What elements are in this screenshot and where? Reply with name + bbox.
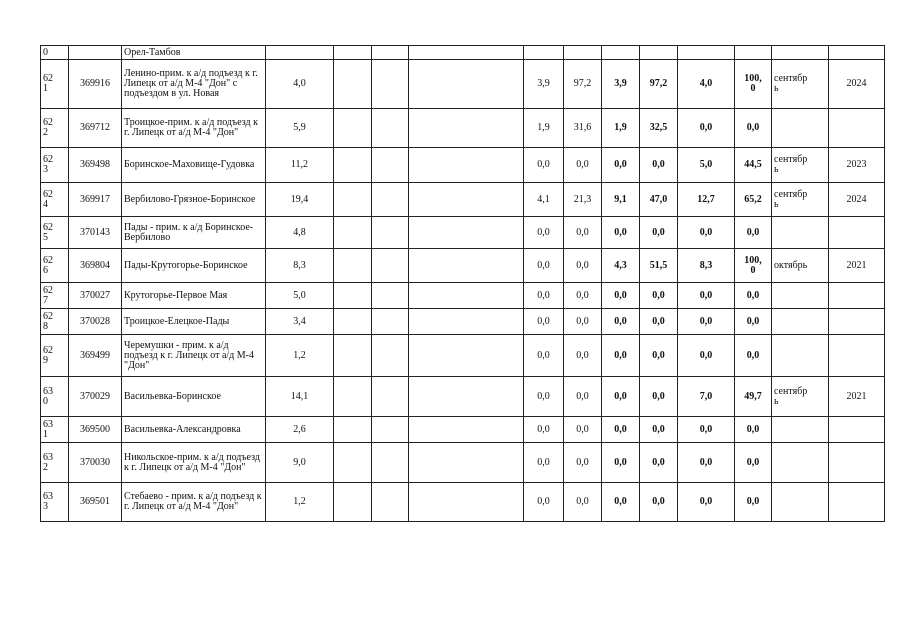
road-code-cell: 369500 xyxy=(69,417,122,443)
value-cell: 31,6 xyxy=(564,109,602,148)
empty-cell xyxy=(334,443,372,483)
road-code-cell: 369917 xyxy=(69,183,122,217)
value-cell: 0,0 xyxy=(602,483,640,522)
empty-cell xyxy=(409,483,524,522)
month-cell xyxy=(772,483,829,522)
value-cell: 0,0 xyxy=(524,335,564,377)
month-cell: сентябр ь xyxy=(772,60,829,109)
road-code-cell: 369498 xyxy=(69,148,122,183)
value-cell: 0,0 xyxy=(524,249,564,283)
road-code-cell: 369499 xyxy=(69,335,122,377)
length-cell: 9,0 xyxy=(266,443,334,483)
year-cell xyxy=(829,483,885,522)
table-row xyxy=(41,309,885,335)
empty-cell xyxy=(372,217,409,249)
value-cell: 0,0 xyxy=(735,309,772,335)
value-cell: 0,0 xyxy=(602,335,640,377)
table-row xyxy=(41,417,885,443)
value-cell: 0,0 xyxy=(602,148,640,183)
value-cell: 4,0 xyxy=(678,60,735,109)
value-cell: 0,0 xyxy=(524,309,564,335)
length-cell: 4,8 xyxy=(266,217,334,249)
table-row xyxy=(41,109,885,148)
value-cell: 0,0 xyxy=(602,217,640,249)
empty-cell xyxy=(334,483,372,522)
value-cell: 0,0 xyxy=(564,417,602,443)
value-cell: 0,0 xyxy=(678,283,735,309)
table-row xyxy=(41,217,885,249)
value-cell: 21,3 xyxy=(564,183,602,217)
empty-cell xyxy=(334,249,372,283)
road-code-cell: 369804 xyxy=(69,249,122,283)
value-cell: 0,0 xyxy=(735,335,772,377)
value-cell: 51,5 xyxy=(640,249,678,283)
value-cell: 0,0 xyxy=(602,377,640,417)
row-number-cell: 63 0 xyxy=(41,377,69,417)
value-cell: 49,7 xyxy=(735,377,772,417)
year-cell xyxy=(829,417,885,443)
length-cell: 5,0 xyxy=(266,283,334,309)
value-cell: 0,0 xyxy=(678,309,735,335)
empty-cell xyxy=(372,377,409,417)
table-body xyxy=(41,46,885,522)
table-row xyxy=(41,377,885,417)
month-cell xyxy=(772,417,829,443)
value-cell: 0,0 xyxy=(678,483,735,522)
year-cell: 2024 xyxy=(829,60,885,109)
length-cell: 1,2 xyxy=(266,483,334,522)
month-cell xyxy=(772,443,829,483)
value-cell: 97,2 xyxy=(564,60,602,109)
value-cell: 65,2 xyxy=(735,183,772,217)
value-cell xyxy=(564,46,602,60)
row-number-cell: 0 xyxy=(41,46,69,60)
value-cell: 0,0 xyxy=(640,283,678,309)
empty-cell xyxy=(334,109,372,148)
value-cell: 0,0 xyxy=(640,309,678,335)
road-name-cell: Вербилово-Грязное-Боринское xyxy=(122,183,266,217)
empty-cell xyxy=(334,46,372,60)
month-cell xyxy=(772,217,829,249)
length-cell: 8,3 xyxy=(266,249,334,283)
value-cell: 32,5 xyxy=(640,109,678,148)
month-cell xyxy=(772,309,829,335)
value-cell: 0,0 xyxy=(640,217,678,249)
year-cell: 2023 xyxy=(829,148,885,183)
value-cell: 0,0 xyxy=(602,283,640,309)
value-cell: 0,0 xyxy=(564,443,602,483)
empty-cell xyxy=(409,335,524,377)
empty-cell xyxy=(372,183,409,217)
value-cell: 8,3 xyxy=(678,249,735,283)
row-number-cell: 62 5 xyxy=(41,217,69,249)
empty-cell xyxy=(372,249,409,283)
row-number-cell: 62 3 xyxy=(41,148,69,183)
value-cell: 9,1 xyxy=(602,183,640,217)
empty-cell xyxy=(409,60,524,109)
roads-table xyxy=(40,45,885,522)
year-cell xyxy=(829,109,885,148)
road-name-cell: Васильевка-Боринское xyxy=(122,377,266,417)
road-name-cell: Орел-Тамбов xyxy=(122,46,266,60)
road-code-cell: 370030 xyxy=(69,443,122,483)
value-cell: 0,0 xyxy=(524,443,564,483)
table-row xyxy=(41,183,885,217)
road-code-cell: 370029 xyxy=(69,377,122,417)
table-row xyxy=(41,483,885,522)
year-cell: 2021 xyxy=(829,377,885,417)
value-cell: 12,7 xyxy=(678,183,735,217)
empty-cell xyxy=(334,148,372,183)
value-cell: 0,0 xyxy=(602,417,640,443)
empty-cell xyxy=(409,249,524,283)
empty-cell xyxy=(334,60,372,109)
empty-cell xyxy=(372,417,409,443)
value-cell: 0,0 xyxy=(640,443,678,483)
empty-cell xyxy=(372,483,409,522)
empty-cell xyxy=(409,417,524,443)
empty-cell xyxy=(334,217,372,249)
empty-cell xyxy=(409,109,524,148)
value-cell xyxy=(602,46,640,60)
row-number-cell: 63 3 xyxy=(41,483,69,522)
value-cell xyxy=(640,46,678,60)
value-cell: 0,0 xyxy=(640,483,678,522)
empty-cell xyxy=(334,377,372,417)
value-cell: 0,0 xyxy=(678,335,735,377)
value-cell: 0,0 xyxy=(564,283,602,309)
empty-cell xyxy=(334,283,372,309)
value-cell: 0,0 xyxy=(735,443,772,483)
empty-cell xyxy=(334,417,372,443)
value-cell xyxy=(735,46,772,60)
value-cell: 0,0 xyxy=(735,483,772,522)
value-cell: 0,0 xyxy=(640,417,678,443)
value-cell: 0,0 xyxy=(678,109,735,148)
month-cell: октябрь xyxy=(772,249,829,283)
year-cell: 2021 xyxy=(829,249,885,283)
road-name-cell: Пады - прим. к а/д Боринское-Вербилово xyxy=(122,217,266,249)
row-number-cell: 63 1 xyxy=(41,417,69,443)
empty-cell xyxy=(334,335,372,377)
value-cell: 100, 0 xyxy=(735,249,772,283)
table-row xyxy=(41,60,885,109)
value-cell: 0,0 xyxy=(602,443,640,483)
road-code-cell: 369712 xyxy=(69,109,122,148)
value-cell: 3,9 xyxy=(524,60,564,109)
empty-cell xyxy=(409,377,524,417)
value-cell xyxy=(678,46,735,60)
row-number-cell: 62 1 xyxy=(41,60,69,109)
road-code-cell xyxy=(69,46,122,60)
month-cell xyxy=(772,335,829,377)
table-row xyxy=(41,249,885,283)
year-cell xyxy=(829,217,885,249)
empty-cell xyxy=(409,217,524,249)
value-cell: 0,0 xyxy=(640,148,678,183)
year-cell xyxy=(829,309,885,335)
road-code-cell: 369501 xyxy=(69,483,122,522)
table-row xyxy=(41,335,885,377)
value-cell: 0,0 xyxy=(678,443,735,483)
value-cell: 0,0 xyxy=(678,217,735,249)
table-row xyxy=(41,283,885,309)
value-cell: 0,0 xyxy=(524,217,564,249)
empty-cell xyxy=(372,283,409,309)
row-number-cell: 62 7 xyxy=(41,283,69,309)
road-name-cell: Крутогорье-Первое Мая xyxy=(122,283,266,309)
month-cell xyxy=(772,109,829,148)
row-number-cell: 62 9 xyxy=(41,335,69,377)
empty-cell xyxy=(409,148,524,183)
value-cell: 47,0 xyxy=(640,183,678,217)
value-cell: 0,0 xyxy=(524,283,564,309)
value-cell xyxy=(524,46,564,60)
empty-cell xyxy=(372,109,409,148)
length-cell: 3,4 xyxy=(266,309,334,335)
empty-cell xyxy=(372,46,409,60)
empty-cell xyxy=(372,335,409,377)
value-cell: 0,0 xyxy=(640,335,678,377)
road-code-cell: 370027 xyxy=(69,283,122,309)
value-cell: 0,0 xyxy=(564,148,602,183)
road-code-cell: 370028 xyxy=(69,309,122,335)
empty-cell xyxy=(409,309,524,335)
table-row xyxy=(41,148,885,183)
month-cell: сентябр ь xyxy=(772,183,829,217)
empty-cell xyxy=(334,309,372,335)
value-cell: 0,0 xyxy=(564,335,602,377)
value-cell: 1,9 xyxy=(602,109,640,148)
year-cell: 2024 xyxy=(829,183,885,217)
empty-cell xyxy=(409,183,524,217)
value-cell: 44,5 xyxy=(735,148,772,183)
row-number-cell: 62 4 xyxy=(41,183,69,217)
road-name-cell: Никольское-прим. к а/д подъезд к г. Липецк от а/д М-4 "Дон" xyxy=(122,443,266,483)
value-cell: 0,0 xyxy=(602,309,640,335)
value-cell: 0,0 xyxy=(735,109,772,148)
length-cell: 2,6 xyxy=(266,417,334,443)
length-cell: 14,1 xyxy=(266,377,334,417)
value-cell: 0,0 xyxy=(735,283,772,309)
value-cell: 3,9 xyxy=(602,60,640,109)
row-number-cell: 62 8 xyxy=(41,309,69,335)
empty-cell xyxy=(409,443,524,483)
value-cell: 5,0 xyxy=(678,148,735,183)
value-cell: 0,0 xyxy=(564,309,602,335)
empty-cell xyxy=(334,183,372,217)
road-name-cell: Стебаево - прим. к а/д подъезд к г. Липецк от а/д М-4 "Дон" xyxy=(122,483,266,522)
table-row xyxy=(41,46,885,60)
empty-cell xyxy=(409,283,524,309)
value-cell: 0,0 xyxy=(640,377,678,417)
length-cell: 4,0 xyxy=(266,60,334,109)
road-name-cell: Черемушки - прим. к а/д подъезд к г. Липецк от а/д М-4 "Дон" xyxy=(122,335,266,377)
month-cell: сентябр ь xyxy=(772,377,829,417)
value-cell: 100, 0 xyxy=(735,60,772,109)
length-cell: 19,4 xyxy=(266,183,334,217)
value-cell: 7,0 xyxy=(678,377,735,417)
road-name-cell: Ленино-прим. к а/д подъезд к г. Липецк от а/д М-4 "Дон" с подъездом в ул. Новая xyxy=(122,60,266,109)
value-cell: 0,0 xyxy=(564,217,602,249)
value-cell: 0,0 xyxy=(524,148,564,183)
month-cell xyxy=(772,283,829,309)
value-cell: 0,0 xyxy=(564,249,602,283)
year-cell xyxy=(829,46,885,60)
value-cell: 4,1 xyxy=(524,183,564,217)
road-name-cell: Троицкое-Елецкое-Пады xyxy=(122,309,266,335)
value-cell: 4,3 xyxy=(602,249,640,283)
value-cell: 0,0 xyxy=(678,417,735,443)
row-number-cell: 62 6 xyxy=(41,249,69,283)
value-cell: 0,0 xyxy=(564,377,602,417)
year-cell xyxy=(829,283,885,309)
value-cell: 0,0 xyxy=(524,377,564,417)
value-cell: 97,2 xyxy=(640,60,678,109)
road-code-cell: 370143 xyxy=(69,217,122,249)
empty-cell xyxy=(372,309,409,335)
road-name-cell: Боринское-Маховище-Гудовка xyxy=(122,148,266,183)
length-cell xyxy=(266,46,334,60)
empty-cell xyxy=(409,46,524,60)
length-cell: 11,2 xyxy=(266,148,334,183)
road-name-cell: Пады-Крутогорье-Боринское xyxy=(122,249,266,283)
year-cell xyxy=(829,335,885,377)
value-cell: 0,0 xyxy=(564,483,602,522)
month-cell xyxy=(772,46,829,60)
month-cell: сентябр ь xyxy=(772,148,829,183)
row-number-cell: 62 2 xyxy=(41,109,69,148)
empty-cell xyxy=(372,443,409,483)
road-name-cell: Троицкое-прим. к а/д подъезд к г. Липецк от а/д М-4 "Дон" xyxy=(122,109,266,148)
year-cell xyxy=(829,443,885,483)
value-cell: 0,0 xyxy=(524,483,564,522)
empty-cell xyxy=(372,60,409,109)
length-cell: 1,2 xyxy=(266,335,334,377)
value-cell: 0,0 xyxy=(735,217,772,249)
value-cell: 1,9 xyxy=(524,109,564,148)
table-row xyxy=(41,443,885,483)
row-number-cell: 63 2 xyxy=(41,443,69,483)
road-code-cell: 369916 xyxy=(69,60,122,109)
empty-cell xyxy=(372,148,409,183)
road-name-cell: Васильевка-Александровка xyxy=(122,417,266,443)
length-cell: 5,9 xyxy=(266,109,334,148)
value-cell: 0,0 xyxy=(735,417,772,443)
value-cell: 0,0 xyxy=(524,417,564,443)
